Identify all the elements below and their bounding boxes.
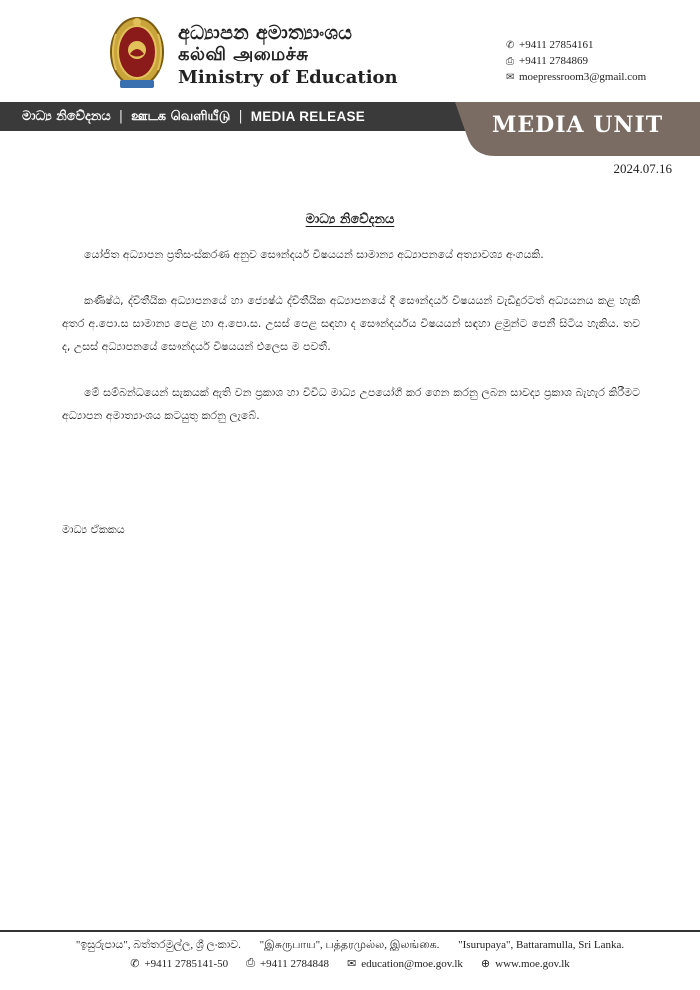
footer-fax: +9411 2784848 — [259, 957, 330, 970]
footer-contacts — [0, 957, 700, 970]
media-unit-label: MEDIA UNIT — [492, 112, 664, 138]
paragraph: කණිෂ්ඨ, ද්විතීයික අධ්‍යාපනයේ හා ජ්‍යෙෂ්ඨ ද්විතීයික අධ්‍යාපනයේ දී සෞන්දර්ය විෂයයන් වැඩිදුරටත් අධ්‍යයනය කළ හැකි අතර අ.පො.ස සාමාන්‍ය පෙළ හා අ.පො.ස. උසස් පෙළ සඳහා ද සෞන්දර්යය විෂයයන් සඳහා ළමුන්ට පෙනී සිටිය හැකිය. තව ද, උසස් අධ්‍යාපනයේ සෞන්දර්ය විෂයයන් එලෙස ම පවතී. — [62, 294, 640, 353]
footer-address-sinhala: "ඉසුරුපාය", බත්තරමුල්ල, ශ්‍රී ලංකාව. — [75, 939, 241, 951]
fax-icon: ⎙ — [506, 55, 514, 67]
footer-email[interactable]: education@moe.gov.lk — [361, 957, 463, 970]
email-icon: ✉ — [506, 71, 515, 83]
header-email[interactable]: moepressroom3@gmail.com — [519, 71, 647, 83]
ministry-name-english: Ministry of Education — [178, 67, 398, 88]
banner-label-sinhala: මාධ්‍ය නිවේදනය — [22, 109, 111, 124]
header-fax: +9411 2784869 — [519, 55, 589, 67]
footer-address — [0, 939, 700, 953]
footer-website[interactable]: www.moe.gov.lk — [495, 957, 570, 970]
footer-divider — [0, 930, 700, 932]
footer-address-english: "Isurupaya", Battaramulla, Sri Lanka. — [458, 939, 625, 951]
paragraph: මේ සම්බන්ධයෙන් සැකයක් ඇති වන ප්‍රකාශ හා විවිධ මාධ්‍ය උපයෝගී කර ගෙන කරනු ලබන සාවද්‍ය ප්‍රකාශ බැහැර කිරීමට අධ්‍යාපන අමාත්‍යාංශය කටයුතු කරනු ලැබේ. — [62, 386, 640, 422]
document-body — [62, 243, 640, 450]
footer-address-tamil: "இசுருபாய", பத்தரமுல்ல, இலங்கை. — [259, 939, 440, 951]
header-phone[interactable]: +9411 27854161 — [519, 39, 594, 51]
footer-phone[interactable]: +9411 2785141-50 — [144, 957, 229, 970]
banner-separator: | — [118, 109, 124, 124]
banner-labels — [22, 102, 365, 131]
phone-icon: ✆ — [506, 39, 515, 51]
document-title: මාධ්‍ය නිවේදනය — [305, 212, 395, 227]
ministry-name-block — [178, 22, 398, 90]
ministry-name-sinhala: අධ්‍යාපන අමාත්‍යාංශය — [178, 22, 353, 44]
globe-icon: ⊕ — [480, 958, 491, 970]
phone-icon: ✆ — [130, 958, 140, 970]
media-release-banner — [0, 102, 700, 157]
sri-lanka-emblem-logo — [108, 14, 166, 94]
email-icon: ✉ — [347, 958, 357, 970]
fax-icon: ⎙ — [246, 957, 255, 969]
banner-label-tamil: ஊடக வெளியீடு — [131, 108, 231, 124]
ministry-name-tamil: கல்வி அமைச்சு — [178, 44, 309, 65]
header-contacts — [506, 37, 646, 85]
release-date: 2024.07.16 — [613, 161, 672, 176]
banner-separator: | — [238, 109, 243, 124]
signature: මාධ්‍ය ඒකකය — [62, 523, 125, 536]
paragraph: යෝජිත අධ්‍යාපන ප්‍රතිසංස්කරණ අනුව සෞන්දර්ය විෂයයන් සාමාන්‍ය අධ්‍යාපනයේ අත්‍යාවශ්‍ය අංගයකි. — [84, 248, 544, 261]
banner-label-english: MEDIA RELEASE — [250, 109, 366, 124]
